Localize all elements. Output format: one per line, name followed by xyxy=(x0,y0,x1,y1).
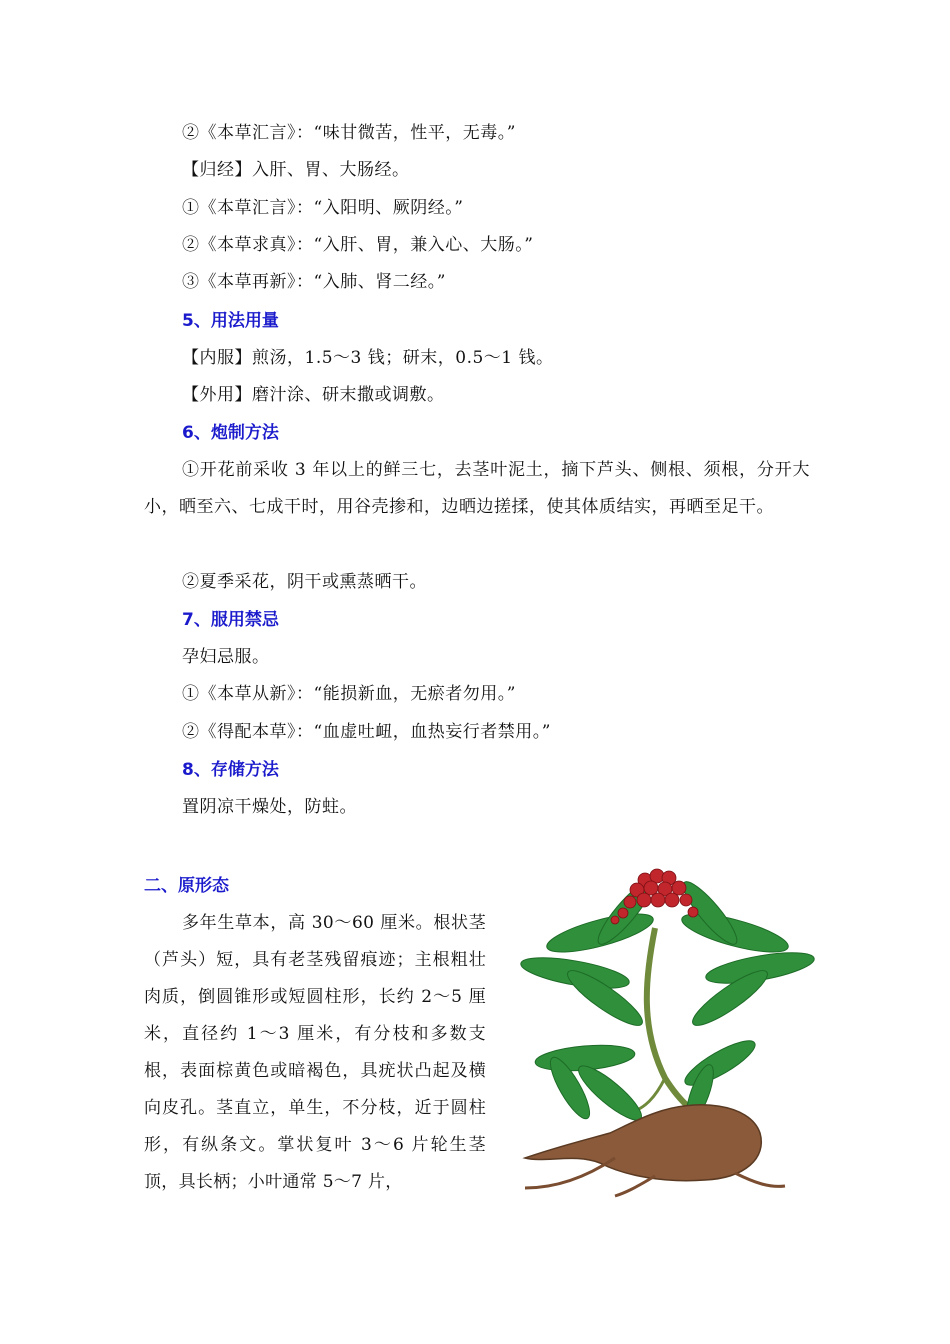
meridian-citation: ①《本草汇言》：“入阳明、厥阴经。” xyxy=(182,198,464,218)
property-line: ②《本草汇言》：“味甘微苦，性平，无毒。” xyxy=(182,123,516,143)
meridian-citation: ③《本草再新》：“入肺、肾二经。” xyxy=(182,272,446,292)
morphology-paragraph: 多年生草本，高 30～60 厘米。根状茎（芦头）短，具有老茎残留痕迹；主根粗壮肉质，倒圆锥形或短圆柱形，长约 2～5 厘米，直径约 1～3 厘米，有分枝和多数支根，表面棕黄色或暗褐色，具疣状凸起及横向皮孔。茎直立，单生，不分枝，近于圆柱形，有纵条文。掌状复叶 3～6 片轮生茎顶，具长柄；小叶通常 5～7 片， xyxy=(144,913,486,1192)
processing-line: ②夏季采花，阴干或熏蒸晒干。 xyxy=(182,572,427,592)
contraindication-line: 孕妇忌服。 xyxy=(182,647,270,667)
section-title-morphology: 二、原形态 xyxy=(144,876,229,896)
usage-external: 【外用】磨汁涂、研末撒或调敷。 xyxy=(182,385,445,405)
usage-internal: 【内服】煎汤，1.5～3 钱；研末，0.5～1 钱。 xyxy=(182,348,554,368)
contraindication-citation: ②《得配本草》：“血虚吐衄，血热妄行者禁用。” xyxy=(182,722,551,742)
storage-line: 置阴凉干燥处，防蛀。 xyxy=(182,797,357,817)
plant-illustration xyxy=(505,858,815,1198)
meridian-line: 【归经】入肝、胃、大肠经。 xyxy=(182,160,410,180)
section-heading-usage: 5、用法用量 xyxy=(182,311,279,331)
section-heading-storage: 8、存储方法 xyxy=(182,760,279,780)
section-heading-contraindications: 7、服用禁忌 xyxy=(182,610,279,630)
meridian-citation: ②《本草求真》：“入肝、胃，兼入心、大肠。” xyxy=(182,235,534,255)
section-heading-processing: 6、炮制方法 xyxy=(182,423,279,443)
processing-paragraph: ①开花前采收 3 年以上的鲜三七，去茎叶泥土，摘下芦头、侧根、须根，分开大小，晒至六、七成干时，用谷壳掺和，边晒边搓揉，使其体质结实，再晒至足干。 xyxy=(144,460,810,517)
contraindication-citation: ①《本草从新》：“能损新血，无瘀者勿用。” xyxy=(182,684,516,704)
